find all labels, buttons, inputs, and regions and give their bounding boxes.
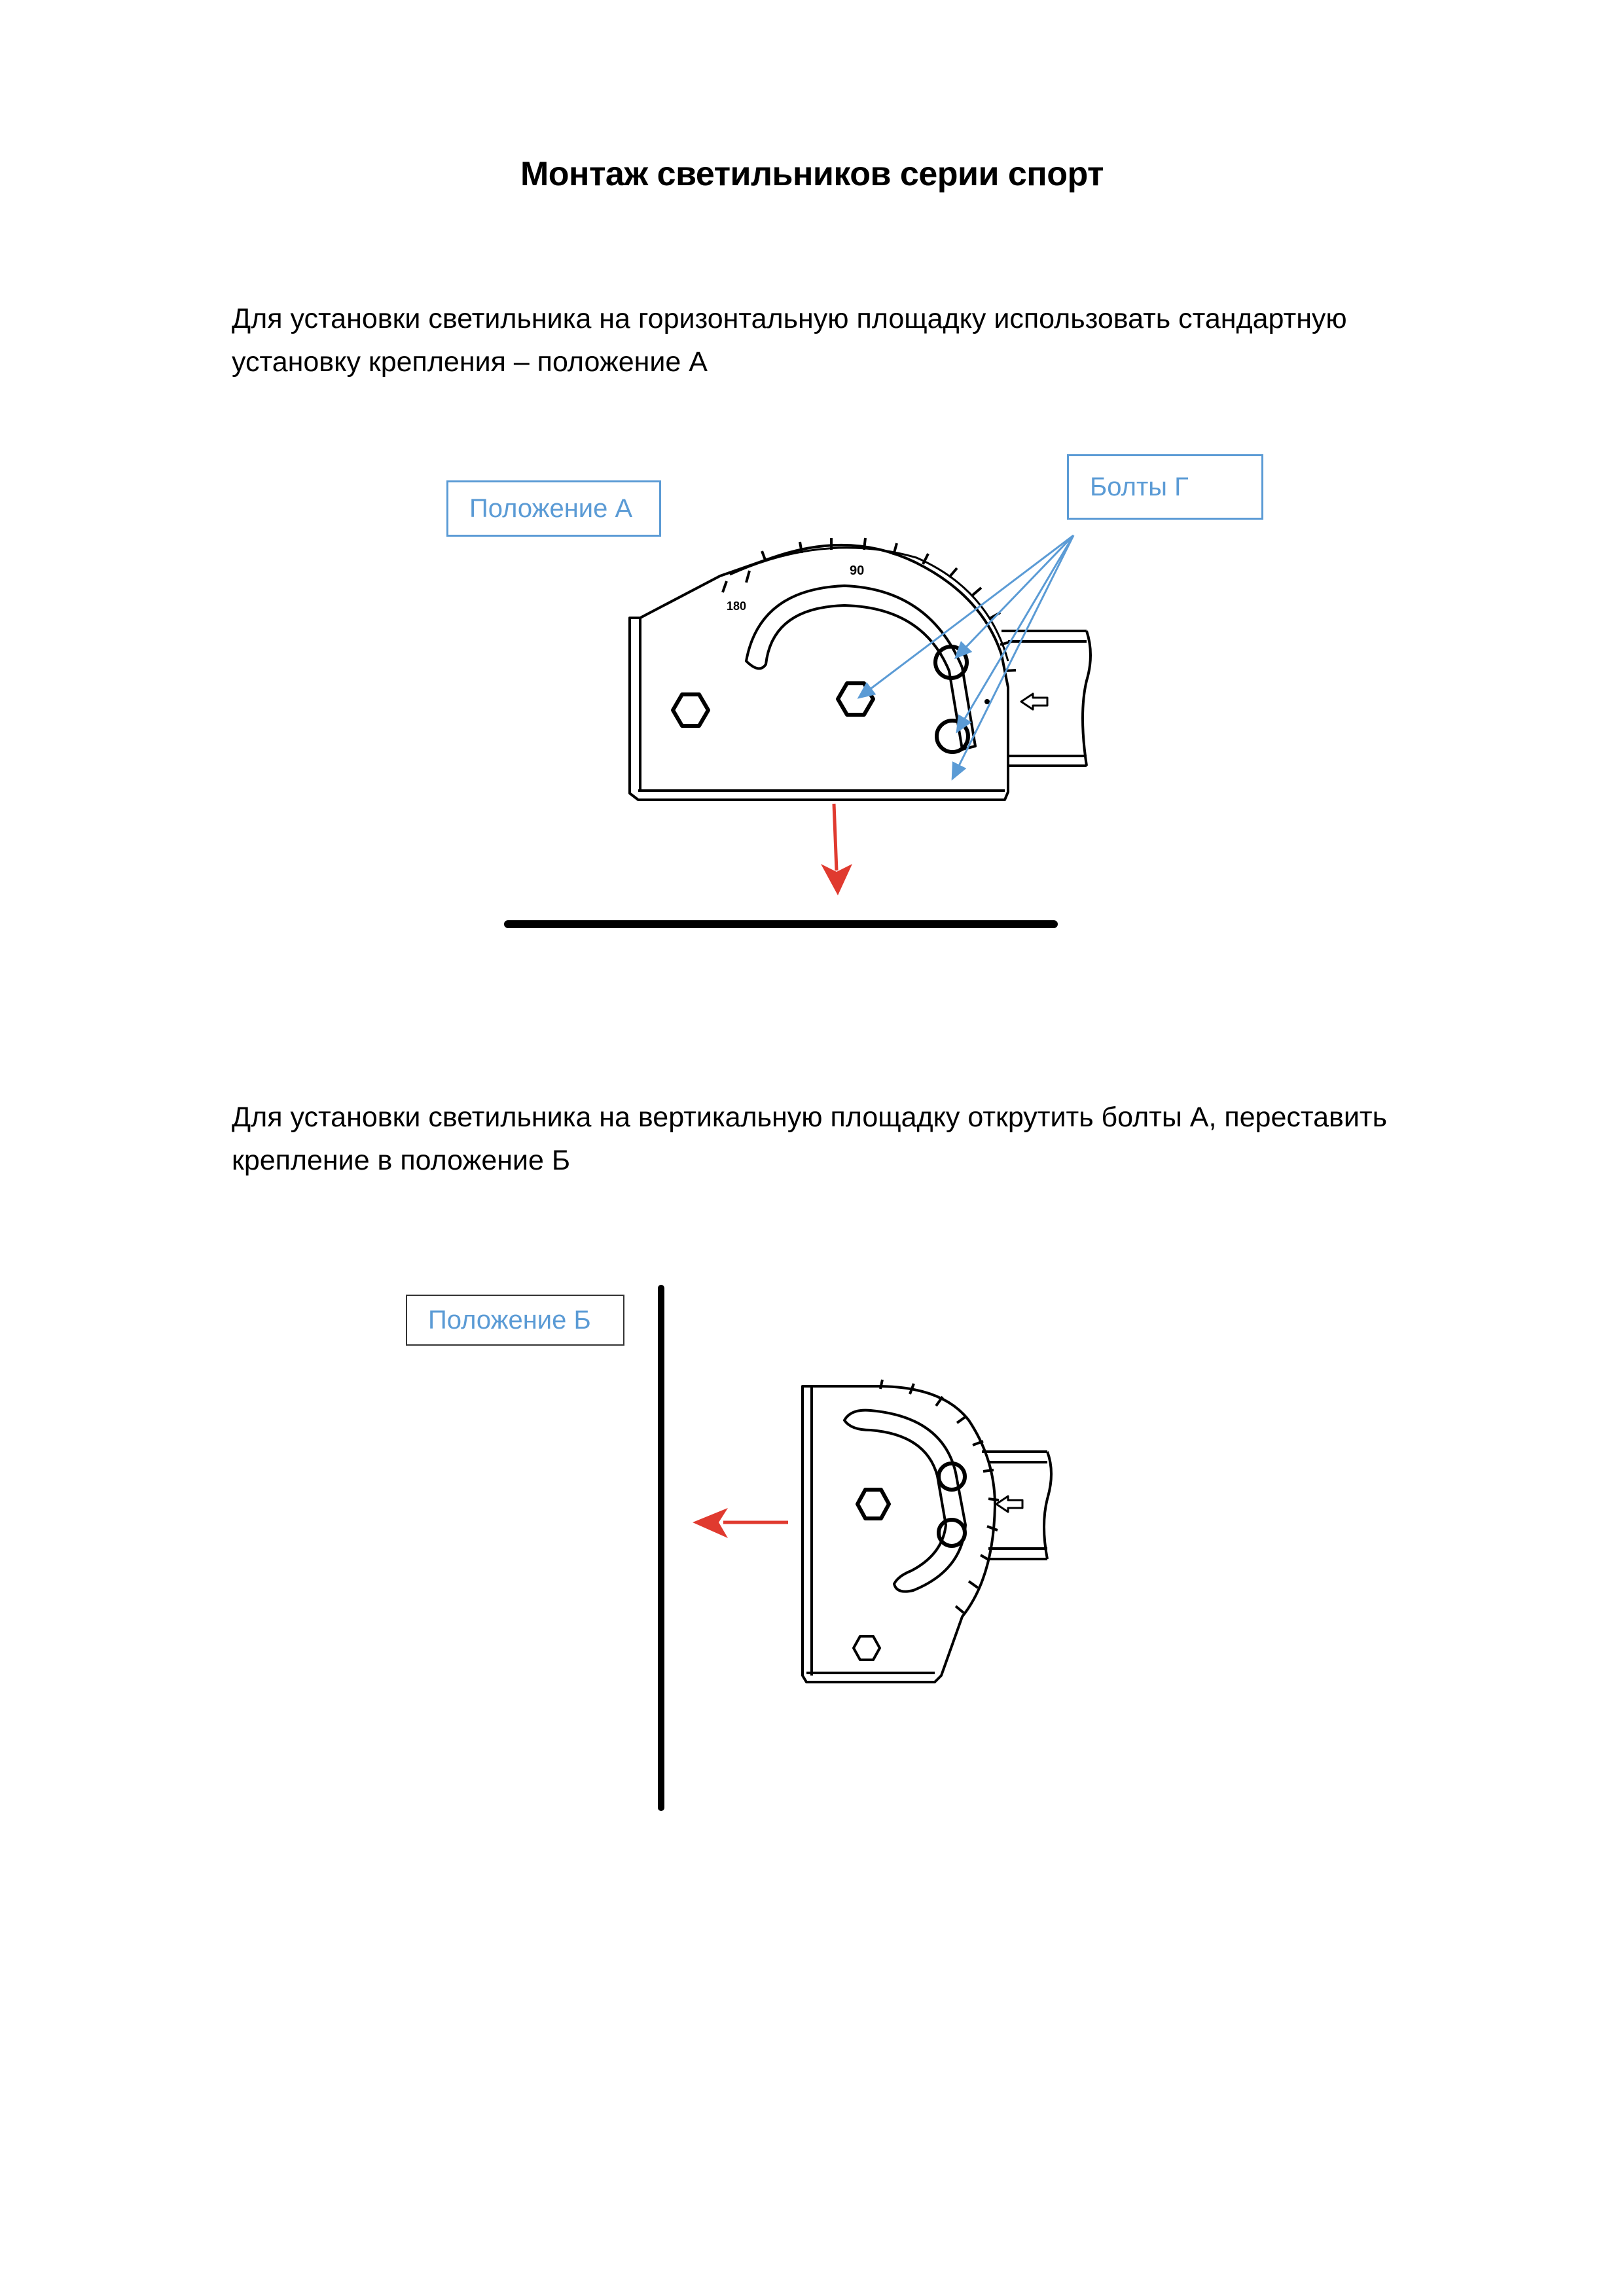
scale-number: 90 xyxy=(850,564,865,578)
hex-bolt-icon xyxy=(838,683,873,715)
bolt-g-lower-icon xyxy=(939,1520,965,1546)
direction-mark-icon xyxy=(1021,694,1047,709)
label-position-a: Положение А xyxy=(446,480,661,537)
paragraph-line: Для установки светильника на вертикальную площадку открутить болты А, переставить xyxy=(232,1102,1387,1133)
hex-bolt-icon xyxy=(857,1490,889,1518)
scale-number: 180 xyxy=(727,600,747,613)
paragraph-line: Для установки светильника на горизонтальную площадку использовать стандартную xyxy=(232,303,1347,334)
bracket-plate xyxy=(630,545,1008,800)
hex-bolt-icon xyxy=(673,694,708,726)
paragraph-line: установку крепления – положение А xyxy=(232,346,708,378)
label-bolts-g: Болты Г xyxy=(1067,454,1263,520)
paragraph-line: крепление в положение Б xyxy=(232,1145,571,1176)
bolt-g-upper-icon xyxy=(939,1463,965,1490)
curved-slot xyxy=(844,1410,965,1592)
mount-direction-arrow-left xyxy=(693,1508,788,1538)
bolt-g-lower-icon xyxy=(937,721,968,752)
label-position-b: Положение Б xyxy=(406,1295,624,1346)
page-title: Монтаж светильников серии спорт xyxy=(520,155,1104,193)
bracket-position-b xyxy=(803,1380,1051,1682)
mount-direction-arrow-down xyxy=(821,804,852,895)
direction-mark-icon xyxy=(996,1496,1022,1512)
hex-bolt-icon xyxy=(854,1636,880,1660)
